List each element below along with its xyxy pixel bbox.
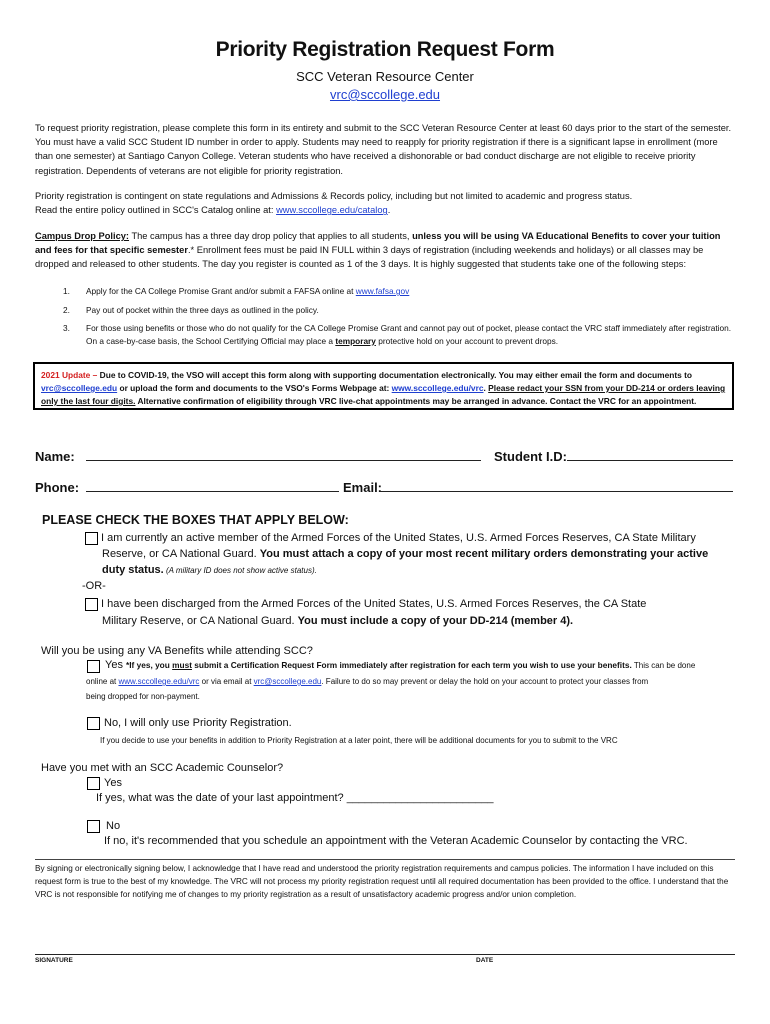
catalog-link[interactable]: www.sccollege.edu/catalog [276, 205, 388, 216]
va-yes-req-b: submit a Certification Request Form immediately after registration for each term you wish to use your benefits. [191, 660, 632, 670]
step-text-end: protective hold on your account to prevent drops. [375, 335, 559, 346]
or-separator: -OR- [82, 580, 106, 592]
va-question: Will you be using any VA Benefits while attending SCC? [41, 645, 313, 657]
va-yes-line2-c: . Failure to do so may prevent or delay the hold on your account to protect your classes from [321, 677, 649, 686]
policy-text: Priority registration is contingent on state regulations and Admissions & Records policy, including but not limited to academic and progress status. [35, 191, 633, 201]
va-yes-line2-a: online at [86, 677, 119, 686]
step-text: Apply for the CA College Promise Grant and/or submit a FAFSA online at [86, 286, 356, 296]
update-text-c: . [483, 383, 489, 393]
step-text: For those using benefits or those who do not qualify for the CA College Promise Grant and cannot pay out of pocket, please contact the VRC staff immediately after registration. On a case-by-case basis, the School Certifying Official may place a [86, 323, 732, 346]
drop-policy-label: Campus Drop Policy: [35, 231, 130, 241]
drop-policy-emphasis: unless you will be using VA Educational Benefits to cover your tuition and fees for that specific semester [35, 231, 721, 256]
counselor-question: Have you met with an SCC Academic Counselor? [41, 762, 284, 774]
email-label: Email: [343, 480, 383, 495]
discharged-text: I have been discharged from the Armed Forces of the United States, U.S. Armed Forces Reserves, the CA State [101, 598, 647, 610]
name-field[interactable] [86, 459, 481, 461]
name-label: Name: [35, 449, 75, 464]
counselor-no-label: No [106, 820, 121, 832]
checkbox-heading: PLEASE CHECK THE BOXES THAT APPLY BELOW: [42, 513, 349, 527]
va-yes-label: Yes [105, 659, 127, 671]
drop-policy-paragraph [35, 229, 737, 272]
va-yes-req-a: *If yes, you [126, 660, 173, 670]
va-no-note: If you decide to use your benefits in addition to Priority Registration at a later point, there will be additional documents for you to submit to the VRC [100, 736, 618, 745]
signature-line[interactable] [35, 954, 735, 955]
phone-label: Phone: [35, 480, 80, 495]
va-yes-line2-b: or via email at [199, 677, 254, 686]
active-duty-line2: Reserve, or CA National Guard. [102, 548, 260, 560]
discharged-requirement: You must include a copy of your DD-214 (member 4). [297, 615, 574, 627]
active-duty-text-3 [102, 562, 742, 579]
active-duty-checkbox[interactable] [85, 532, 98, 545]
step-number: 1. [63, 286, 70, 296]
va-vrc-link[interactable]: www.sccollege.edu/vrc [118, 677, 200, 686]
redact-notice: Please redact your SSN from your DD-214 or orders leaving only the last four digits. [41, 383, 726, 406]
step-item [35, 304, 735, 317]
update-email-link[interactable]: vrc@sccollege.edu [41, 383, 118, 393]
update-text-b: or upload the form and documents to the VSO's Forms Webpage at: [117, 383, 392, 393]
active-duty-text [101, 530, 741, 546]
active-duty-status: duty status. [102, 564, 164, 576]
email-field[interactable] [380, 490, 733, 492]
signature-label: SIGNATURE [35, 957, 73, 964]
va-yes-must: must [172, 660, 192, 670]
counselor-yes-checkbox[interactable] [87, 777, 100, 790]
covid-update-box [33, 362, 734, 410]
step-number: 3. [63, 323, 70, 333]
va-yes-rest: This can be done [631, 661, 696, 670]
update-vrc-link[interactable]: www.sccollege.edu/vrc [391, 383, 484, 393]
va-yes-checkbox[interactable] [87, 660, 100, 673]
counselor-yes-followup: If yes, what was the date of your last appointment? ________________________ [96, 792, 494, 804]
intro-paragraph: To request priority registration, please complete this form in its entirety and submit to the SCC Veteran Resource Center at least 60 days prior to the start of the semester. You must have a valid SCC Student ID number in order to apply. Students may need to reapply for priority registration if there is a significant lapse in enrollment (more than one semester) at Santiago Canyon College. Veteran students who have received a dishonorable or bad conduct discharge are not eligible to receive priority registration. Dependents of veterans are not eligible for priority registration. [35, 123, 732, 176]
va-no-label: No, I will only use Priority Registration. [104, 717, 292, 729]
drop-policy-text-b: .* Enrollment fees must be paid IN FULL within 3 days of registration (including weekends and holidays) or all classes may be dropped and released to other students. The day you register is counted as 1 of the 3 days. It is highly suggested that students take one of the following steps: [35, 245, 704, 270]
discharged-checkbox[interactable] [85, 598, 98, 611]
counselor-no-followup: If no, it's recommended that you schedule an appointment with the Veteran Academic Counselor by contacting the VRC. [104, 835, 688, 847]
catalog-text: Read the entire policy outlined in SCC's Catalog online at: [35, 205, 274, 216]
fafsa-link[interactable]: www.fafsa.gov [355, 286, 410, 296]
active-duty-text-2 [102, 546, 742, 562]
counselor-no-checkbox[interactable] [87, 820, 100, 833]
va-no-checkbox[interactable] [87, 717, 100, 730]
date-label: DATE [476, 957, 494, 964]
update-text-a: Due to COVID-19, the VSO will accept this form along with supporting documentation electronically. You may either email the form and documents to [97, 370, 693, 380]
steps-list [35, 285, 735, 353]
student-id-field[interactable] [567, 459, 733, 461]
counselor-yes-label: Yes [104, 777, 122, 789]
active-duty-requirement: You must attach a copy of your most recent military orders demonstrating your active [259, 548, 709, 560]
step-item [35, 322, 735, 347]
acknowledgement-text: By signing or electronically signing below, I acknowledge that I have read and understood the priority registration requirements and campus policies. The information I have included on this request form is true to the best of my knowledge. The VRC will not process my priority registration request until all required documentation has been provided to the office. I understand that the VRC is not responsible for notifying me of changes to my priority registration as a result of unsatisfactory academic progress and/or union completion. [35, 864, 729, 899]
active-duty-note: (A military ID does not show active status). [163, 566, 317, 575]
discharged-text-2 [102, 613, 742, 629]
phone-field[interactable] [86, 490, 339, 492]
va-email-link[interactable]: vrc@sccollege.edu [253, 677, 322, 686]
update-text-d: Alternative confirmation of eligibility through VRC live-chat appointments may be arranged in advance. Contact the VRC for an appointment. [135, 396, 697, 406]
active-duty-line1: I am currently an active member of the Armed Forces of the United States, U.S. Armed Forces Reserves, CA State Military [101, 532, 696, 544]
policy-paragraph: Priority registration is contingent on state regulations and Admissions & Records policy, including but not limited to academic and progress status. Read the entire policy outlined in SCC's Catalog online at: www.sccollege.edu/catalog. [35, 191, 633, 216]
va-yes-line3: being dropped for non-payment. [86, 692, 200, 701]
org-email-link[interactable]: vrc@sccollege.edu [329, 87, 441, 102]
org-name: SCC Veteran Resource Center [296, 69, 474, 84]
temporary-emphasis: temporary [335, 335, 376, 346]
page-title: Priority Registration Request Form [215, 38, 555, 61]
va-yes-text [105, 657, 745, 674]
drop-policy-text-a: The campus has a three day drop policy that applies to all students, [129, 231, 413, 241]
step-item [35, 285, 735, 298]
discharged-line2: Military Reserve, or CA National Guard. [102, 615, 298, 627]
step-text: Pay out of pocket within the three days as outlined in the policy. [86, 304, 319, 315]
divider [35, 859, 735, 860]
update-label: 2021 Update – [41, 370, 98, 380]
step-number: 2. [63, 304, 70, 315]
va-yes-line2 [86, 674, 736, 690]
student-id-label: Student I.D: [494, 449, 567, 464]
